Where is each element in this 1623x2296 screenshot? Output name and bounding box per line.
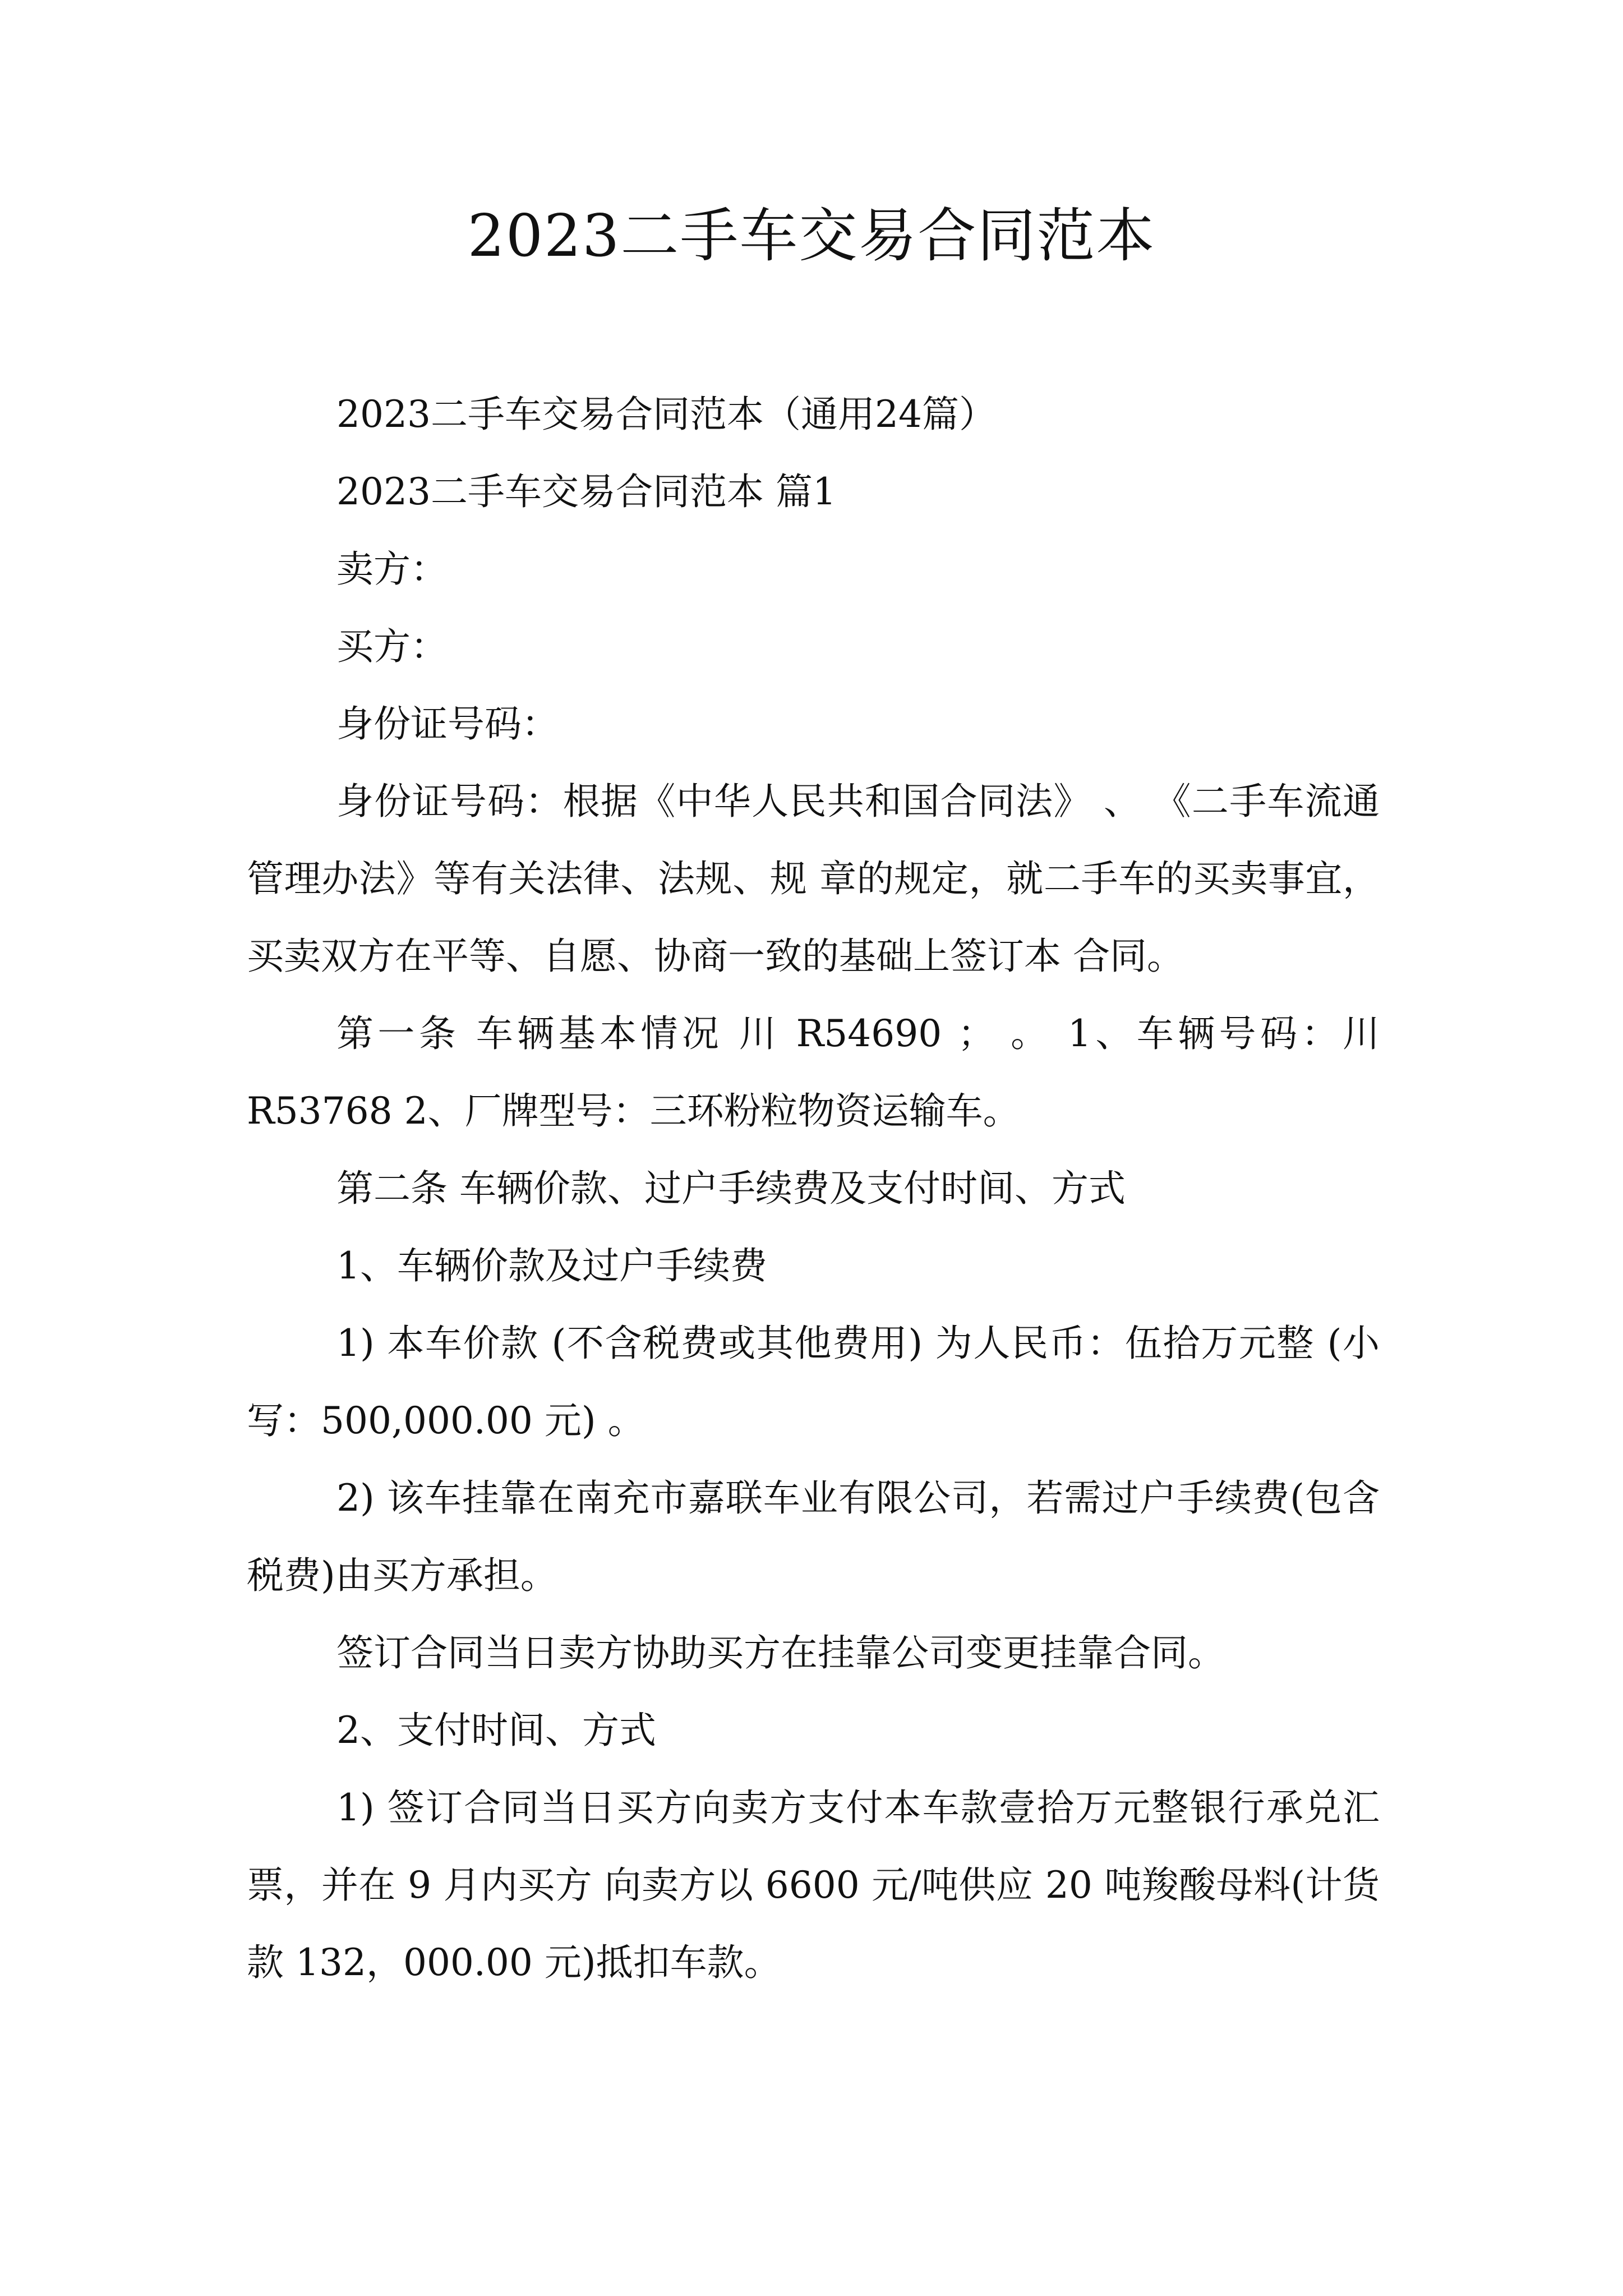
paragraph-id-number: 身份证号码： xyxy=(336,702,559,746)
paragraph-article-1: 第一条 车辆基本情况 川 R54690 ； 。 1、车辆号码：川 R53768 2、厂牌型号：三环粉粒物资运输车。 xyxy=(247,1012,1380,1133)
paragraph-preamble: 身份证号码：根据《中华人民共和国合同法》 、 《二手车流通管理办法》等有关法律、法规、规 章的规定，就二手车的买卖事宜，买卖双方在平等、自愿、协商一致的基础上签订本 合同。 xyxy=(247,780,1380,978)
paragraph-article-2: 第二条 车辆价款、过户手续费及支付时间、方式 xyxy=(336,1167,1126,1210)
document-title: 2023二手车交易合同范本 xyxy=(467,201,1156,270)
paragraph-payment-heading: 2、支付时间、方式 xyxy=(336,1709,656,1752)
paragraph-price-heading: 1、车辆价款及过户手续费 xyxy=(336,1244,767,1287)
paragraph-affiliation-change: 签订合同当日卖方协助买方在挂靠公司变更挂靠合同。 xyxy=(336,1631,1225,1674)
paragraph-price-2: 2) 该车挂靠在南充市嘉联车业有限公司，若需过户手续费(包含税费)由买方承担。 xyxy=(247,1476,1380,1597)
document-body xyxy=(247,376,1380,2001)
paragraph-section-heading: 2023二手车交易合同范本 篇1 xyxy=(336,470,836,513)
paragraph-payment-1: 1) 签订合同当日买方向卖方支付本车款壹拾万元整银行承兑汇票，并在 9 月内买方 向卖方以 6600 元/吨供应 20 吨羧酸母料(计货款 132，000.00 元)抵扣车款。 xyxy=(247,1786,1380,1984)
paragraph-price-1: 1) 本车价款 (不含税费或其他费用) 为人民币：伍拾万元整 (小写：500,000.00 元) 。 xyxy=(247,1322,1380,1442)
paragraph-subtitle: 2023二手车交易合同范本（通用24篇） xyxy=(336,393,996,436)
paragraph-buyer: 买方： xyxy=(336,625,448,668)
paragraph-seller: 卖方： xyxy=(336,547,448,591)
